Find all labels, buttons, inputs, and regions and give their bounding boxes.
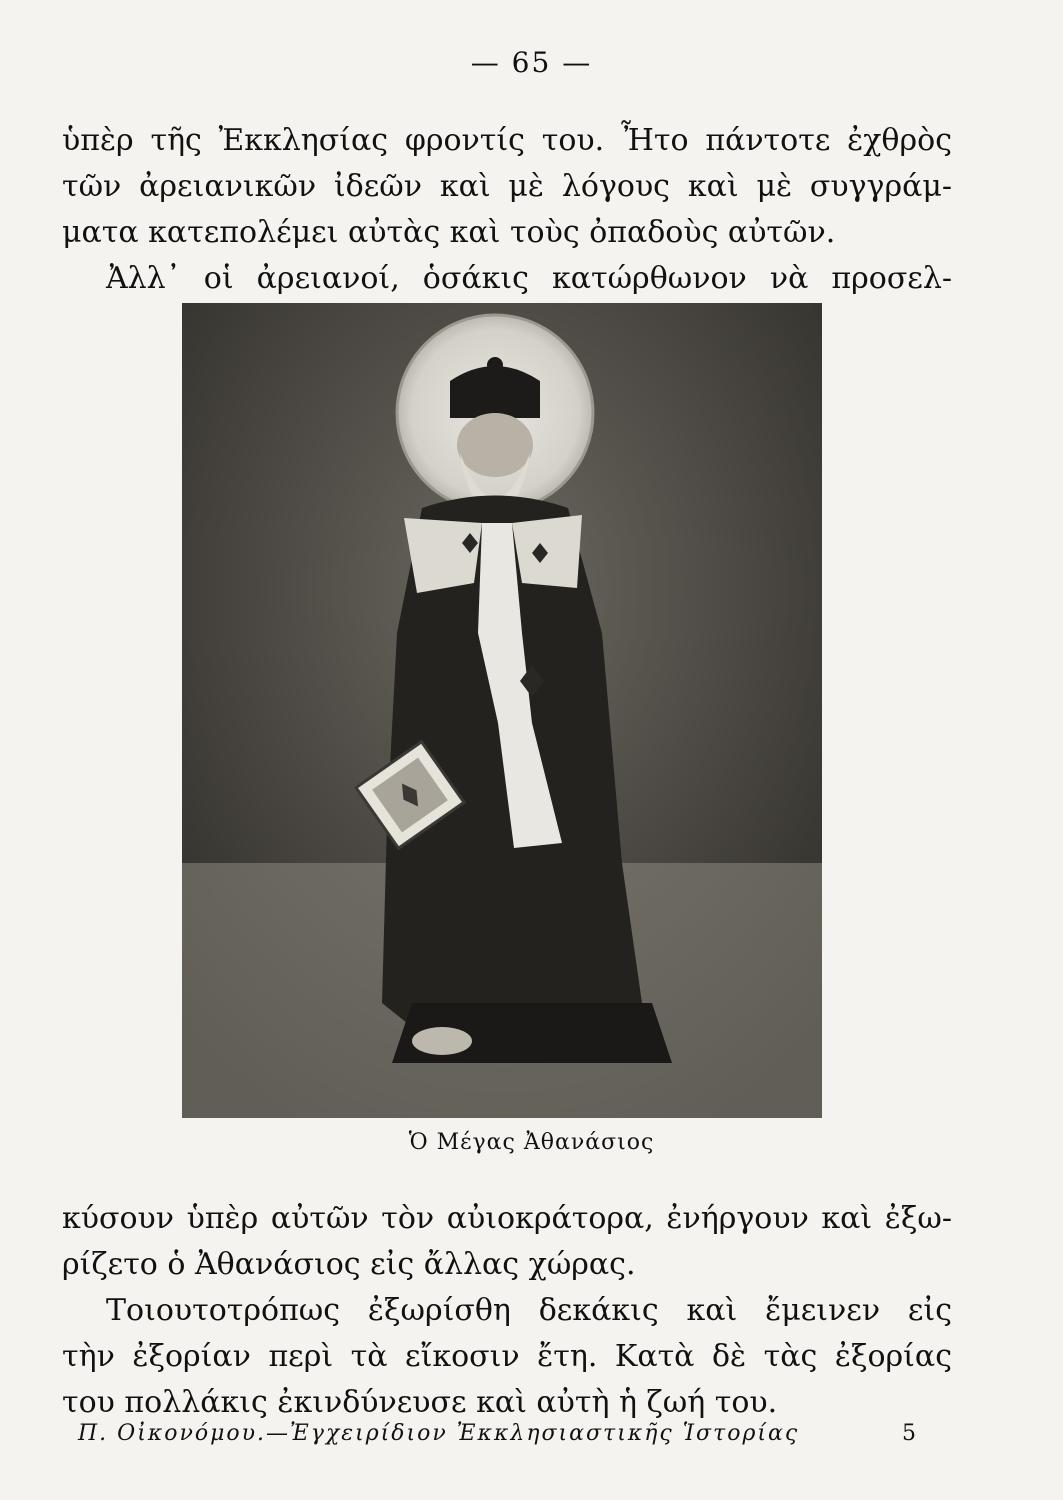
bottom-paragraph (62, 1196, 952, 1426)
top-paragraph (62, 118, 952, 302)
text-line: τῶν ἀρειανικῶν ἰδεῶν καὶ μὲ λόγους καὶ μὲ συγγράμ- (62, 169, 952, 204)
text-line: ὑπὲρ τῆς Ἐκκλησίας φροντίς του. Ἦτο πάντοτε ἐχθρὸς (62, 123, 952, 158)
footer (78, 1421, 918, 1446)
page-number: — 65 — (470, 46, 593, 79)
text-line: τὴν ἐξορίαν περὶ τὰ εἴκοσιν ἔτη. Κατὰ δὲ τὰς ἐξορίας (62, 1339, 952, 1374)
text-line: Τοιουτοτρόπως ἐξωρίσθη δεκάκις καὶ ἔμεινεν εἰς (106, 1293, 952, 1328)
text-line: ματα κατεπολέμει αὐτὰς καὶ τοὺς ὀπαδοὺς αὐτῶν. (62, 215, 836, 250)
footer-book-title: Π. Οἰκονόμου.—Ἐγχειρίδιον Ἐκκλησιαστικῆς Ἱστορίας (78, 1421, 800, 1446)
signature-mark: 5 (902, 1421, 918, 1446)
text-line: Ἀλλ᾽ οἱ ἀρειανοί, ὁσάκις κατώρθωνον νὰ προσελ- (106, 261, 952, 296)
saint-athanasius-photo (182, 303, 822, 1118)
icon-portrait-image (182, 303, 822, 1118)
text-line: του πολλάκις ἐκινδύνευσε καὶ αὐτὴ ἡ ζωή του. (62, 1385, 778, 1420)
text-line: κύσουν ὑπὲρ αὐτῶν τὸν αὐιοκράτορα, ἐνήργουν καὶ ἐξω- (62, 1201, 952, 1236)
text-line: ρίζετο ὁ Ἀθανάσιος εἰς ἄλλας χώρας. (62, 1247, 636, 1282)
figure-caption: Ὁ Μέγας Ἀθανάσιος (408, 1130, 655, 1155)
